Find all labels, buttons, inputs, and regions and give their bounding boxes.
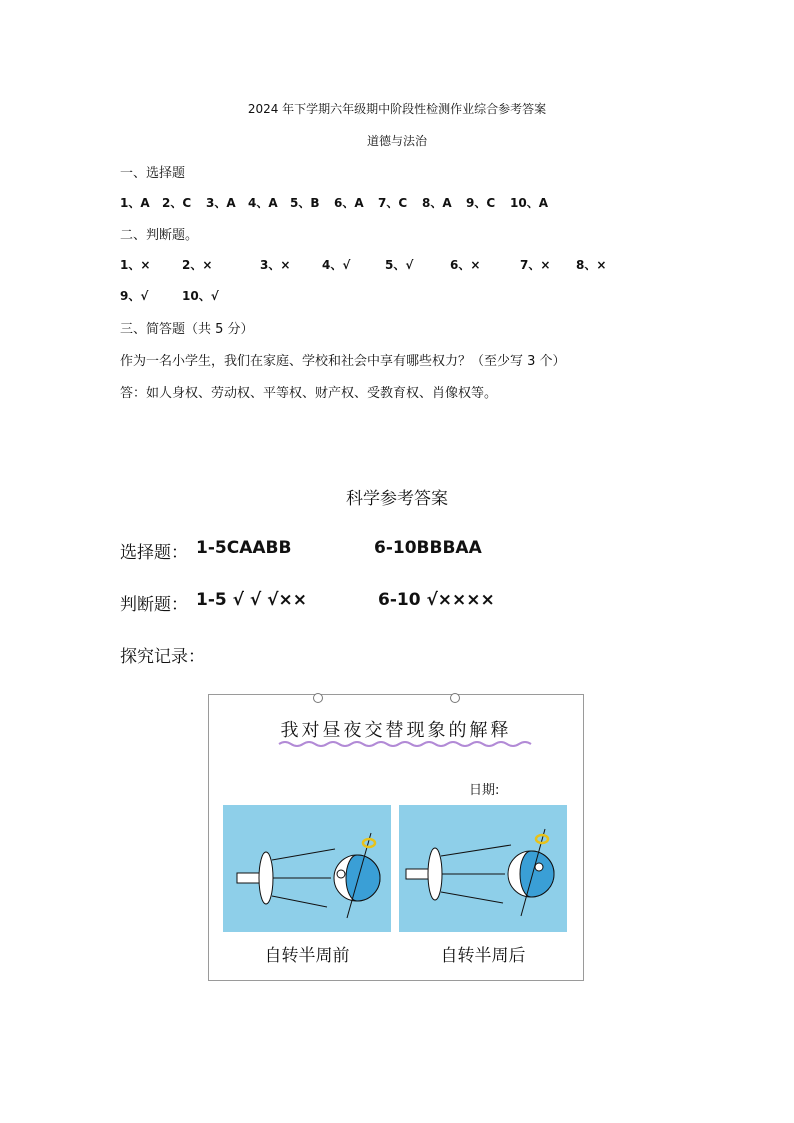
science-title: 科学参考答案 xyxy=(346,489,448,509)
day-night-explanation-card xyxy=(208,694,584,981)
judge-answer: 7、× xyxy=(520,258,551,272)
flashlight-lens xyxy=(259,852,273,904)
section-choice-heading: 一、选择题 xyxy=(120,166,186,181)
flashlight-handle xyxy=(237,873,261,883)
science-judge-part2: 6-10 √×××× xyxy=(378,590,495,610)
observer-marker xyxy=(337,870,345,878)
choice-answer: 5、B xyxy=(290,196,320,210)
light-ray xyxy=(441,845,511,856)
science-judge-label: 判断题： xyxy=(120,595,188,615)
date-label: 日期: xyxy=(469,783,500,798)
choice-answer: 8、A xyxy=(422,196,452,210)
hanging-hole-right xyxy=(450,693,460,703)
light-ray xyxy=(272,849,335,860)
choice-answer: 6、A xyxy=(334,196,364,210)
choice-answer: 3、A xyxy=(206,196,236,210)
section-short-answer-heading: 三、简答题（共 5 分） xyxy=(120,322,254,337)
light-ray xyxy=(272,896,327,907)
document-title: 2024 年下学期六年级期中阶段性检测作业综合参考答案 xyxy=(247,102,547,116)
choice-answer: 10、A xyxy=(510,196,548,210)
judge-answer: 4、√ xyxy=(322,258,351,272)
subject-title: 道德与法治 xyxy=(366,134,427,148)
judge-answer: 5、√ xyxy=(385,258,414,272)
short-answer-response: 答：如人身权、劳动权、平等权、财产权、受教育权、肖像权等。 xyxy=(120,386,498,401)
science-choice-part1: 1-5CAABB xyxy=(196,538,292,558)
choice-answer: 2、C xyxy=(162,196,192,210)
flashlight-handle xyxy=(406,869,430,879)
judge-answer: 2、× xyxy=(182,258,213,272)
choice-answer: 9、C xyxy=(466,196,496,210)
panel-before-rotation xyxy=(223,805,391,932)
observer-marker xyxy=(535,863,543,871)
flashlight-lens xyxy=(428,848,442,900)
science-record-label: 探究记录： xyxy=(120,647,205,667)
science-judge-part1: 1-5 √ √ √×× xyxy=(196,590,307,610)
rotation-halo xyxy=(363,839,375,847)
choice-answer: 1、A xyxy=(120,196,150,210)
judge-answer: 3、× xyxy=(260,258,291,272)
choice-answer: 4、A xyxy=(248,196,278,210)
judge-answer: 10、√ xyxy=(182,289,219,303)
judge-answer: 1、× xyxy=(120,258,151,272)
decorative-underline xyxy=(277,739,537,749)
judge-answer: 9、√ xyxy=(120,289,149,303)
caption-after-rotation: 自转半周后 xyxy=(440,946,526,966)
caption-before-rotation: 自转半周前 xyxy=(264,946,350,966)
judge-answer: 8、× xyxy=(576,258,607,272)
choice-answer: 7、C xyxy=(378,196,408,210)
judge-answer: 6、× xyxy=(450,258,481,272)
hanging-hole-left xyxy=(313,693,323,703)
card-title: 我对昼夜交替现象的解释 xyxy=(280,720,512,741)
section-judge-heading: 二、判断题。 xyxy=(120,228,199,243)
panel-after-rotation xyxy=(399,805,567,932)
short-answer-question: 作为一名小学生，我们在家庭、学校和社会中享有哪些权力？（至少写 3 个） xyxy=(120,354,566,369)
science-choice-label: 选择题： xyxy=(120,543,188,563)
light-ray xyxy=(441,892,503,903)
science-choice-part2: 6-10BBBAA xyxy=(374,538,482,558)
